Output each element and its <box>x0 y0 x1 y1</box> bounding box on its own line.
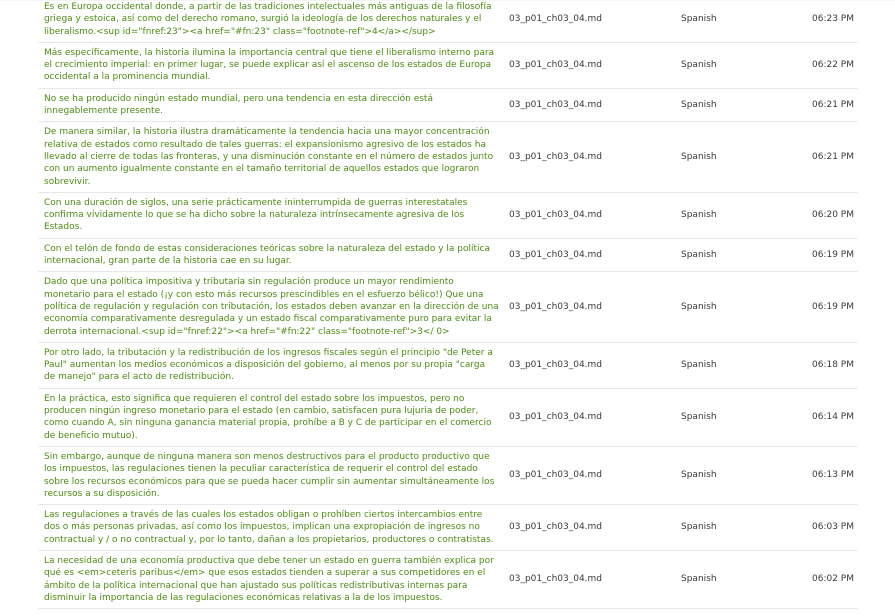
table-row[interactable] <box>38 88 858 122</box>
file-name: 03_p01_ch03_04.md <box>503 550 675 608</box>
language: Spanish <box>675 550 803 608</box>
table-row[interactable] <box>38 42 858 88</box>
segment-text: No se ha producido ningún estado mundial, pero una tendencia en esta dirección está innegablemente presente. <box>38 88 503 122</box>
segment-text: Más específicamente, la historia ilumina la importancia central que tiene el liberalismo interno para el crecimiento imperial: en primer lugar, se puede explicar así el ascenso de los estados de Europa occidental a la prominencia mundial. <box>38 42 503 88</box>
table-row[interactable] <box>38 0 858 42</box>
language: Spanish <box>675 238 803 272</box>
timestamp: 06:21 PM <box>803 88 858 122</box>
language: Spanish <box>675 122 803 192</box>
file-name: 03_p01_ch03_04.md <box>503 88 675 122</box>
timestamp: 06:18 PM <box>803 342 858 388</box>
file-name: 03_p01_ch03_04.md <box>503 446 675 504</box>
timestamp: 06:23 PM <box>803 0 858 42</box>
timestamp: 06:21 PM <box>803 122 858 192</box>
table-row[interactable] <box>38 446 858 504</box>
segment-text: De manera similar, la historia ilustra dramáticamente la tendencia hacia una mayor concentración relativa de estados como resultado de tales guerras: el expansionismo agresivo de los estados ha llevado al cierre de todas las fronteras, y una disminución constante en el número de estados junto con un aumento igualmente constante en el tamaño territorial de aquellos estados que lograron sobrevivir. <box>38 122 503 192</box>
segment-text: Es en Europa occidental donde, a partir de las tradiciones intelectuales más antiguas de la filosofía griega y estoica, así como del derecho romano, surgió la ideología de los derechos naturales y el liberalismo.<sup id="fnref:23"><a href="#fn:23" class="footnote-ref">4</a></sup> <box>38 0 503 42</box>
segment-text: Sin embargo, aunque de ninguna manera son menos destructivos para el producto productivo que los impuestos, las regulaciones tienen la peculiar característica de requerir el control del estado sobre los recursos económicos para que se pueda hacer cumplir sin aumentar simultáneamente los recursos a su disposición. <box>38 446 503 504</box>
segment-text: Las regulaciones a través de las cuales los estados obligan o prohíben ciertos intercambios entre dos o más personas privadas, así como los impuestos, implican una expropiación de ingresos no contractual y / o no contractual y, por lo tanto, dañan a los propietarios, productores o contratistas. <box>38 505 503 551</box>
file-name: 03_p01_ch03_04.md <box>503 505 675 551</box>
timestamp: 06:19 PM <box>803 238 858 272</box>
language: Spanish <box>675 446 803 504</box>
file-name: 03_p01_ch03_04.md <box>503 0 675 42</box>
language: Spanish <box>675 42 803 88</box>
timestamp: 06:20 PM <box>803 192 858 238</box>
file-name: 03_p01_ch03_04.md <box>503 192 675 238</box>
table-row[interactable] <box>38 342 858 388</box>
language: Spanish <box>675 342 803 388</box>
language: Spanish <box>675 505 803 551</box>
table-row[interactable] <box>38 505 858 551</box>
file-name: 03_p01_ch03_04.md <box>503 122 675 192</box>
timestamp: 06:03 PM <box>803 505 858 551</box>
file-name: 03_p01_ch03_04.md <box>503 238 675 272</box>
file-name: 03_p01_ch03_04.md <box>503 272 675 342</box>
segment-text: Con una duración de siglos, una serie prácticamente ininterrumpida de guerras interestatales confirma vívidamente lo que se ha dicho sobre la naturaleza intrínsecamente agresiva de los Estados. <box>38 192 503 238</box>
timestamp: 06:22 PM <box>803 42 858 88</box>
translation-memory-rows <box>38 0 858 609</box>
timestamp: 06:14 PM <box>803 388 858 446</box>
file-name: 03_p01_ch03_04.md <box>503 388 675 446</box>
language: Spanish <box>675 0 803 42</box>
file-name: 03_p01_ch03_04.md <box>503 342 675 388</box>
language: Spanish <box>675 272 803 342</box>
timestamp: 06:13 PM <box>803 446 858 504</box>
table-row[interactable] <box>38 192 858 238</box>
segment-text: En la práctica, esto significa que requieren el control del estado sobre los impuestos, pero no producen ningún ingreso monetario para el estado (en cambio, satisfacen pura lujuria de poder, como cuando A, sin ninguna ganancia material propia, prohíbe a B y C de participar en el comercio de beneficio mutuo). <box>38 388 503 446</box>
table-row[interactable] <box>38 272 858 342</box>
language: Spanish <box>675 192 803 238</box>
table-row[interactable] <box>38 388 858 446</box>
table-row[interactable] <box>38 238 858 272</box>
segment-text: Por otro lado, la tributación y la redistribución de los ingresos fiscales según el principio "de Peter a Paul" aumentan los medios económicos a disposición del gobierno, al menos por su propia "carga de manejo" para el acto de redistribución. <box>38 342 503 388</box>
table-row[interactable] <box>38 122 858 192</box>
segment-text: Dado que una política impositiva y tributaria sin regulación produce un mayor rendimiento monetario para el estado (¡y con esto más recursos prescindibles en el esfuerzo bélico!) Que una política de regulación y regulación con tributación, los estados deben avanzar en la dirección de una economía comparativamente desregulada y un estado fiscal comparativamente puro para evitar la derrota internacional.<sup id="fnref:22"><a href="#fn:22" class="footnote-ref">3</ 0> <box>38 272 503 342</box>
segment-text: La necesidad de una economía productiva que debe tener un estado en guerra también explica por qué es <em>ceteris paribus</em> que esos estados tienden a superar a sus competidores en el ámbito de la política internacional que han ajustado sus políticas redistributivas internas para disminuir la importancia de las regulaciones económicas relativas a la de los impuestos. <box>38 550 503 608</box>
file-name: 03_p01_ch03_04.md <box>503 42 675 88</box>
segment-text: Con el telón de fondo de estas consideraciones teóricas sobre la naturaleza del estado y la política internacional, gran parte de la historia cae en su lugar. <box>38 238 503 272</box>
language: Spanish <box>675 388 803 446</box>
timestamp: 06:02 PM <box>803 550 858 608</box>
table-row[interactable] <box>38 550 858 608</box>
translation-memory-table <box>38 0 858 609</box>
timestamp: 06:19 PM <box>803 272 858 342</box>
language: Spanish <box>675 88 803 122</box>
